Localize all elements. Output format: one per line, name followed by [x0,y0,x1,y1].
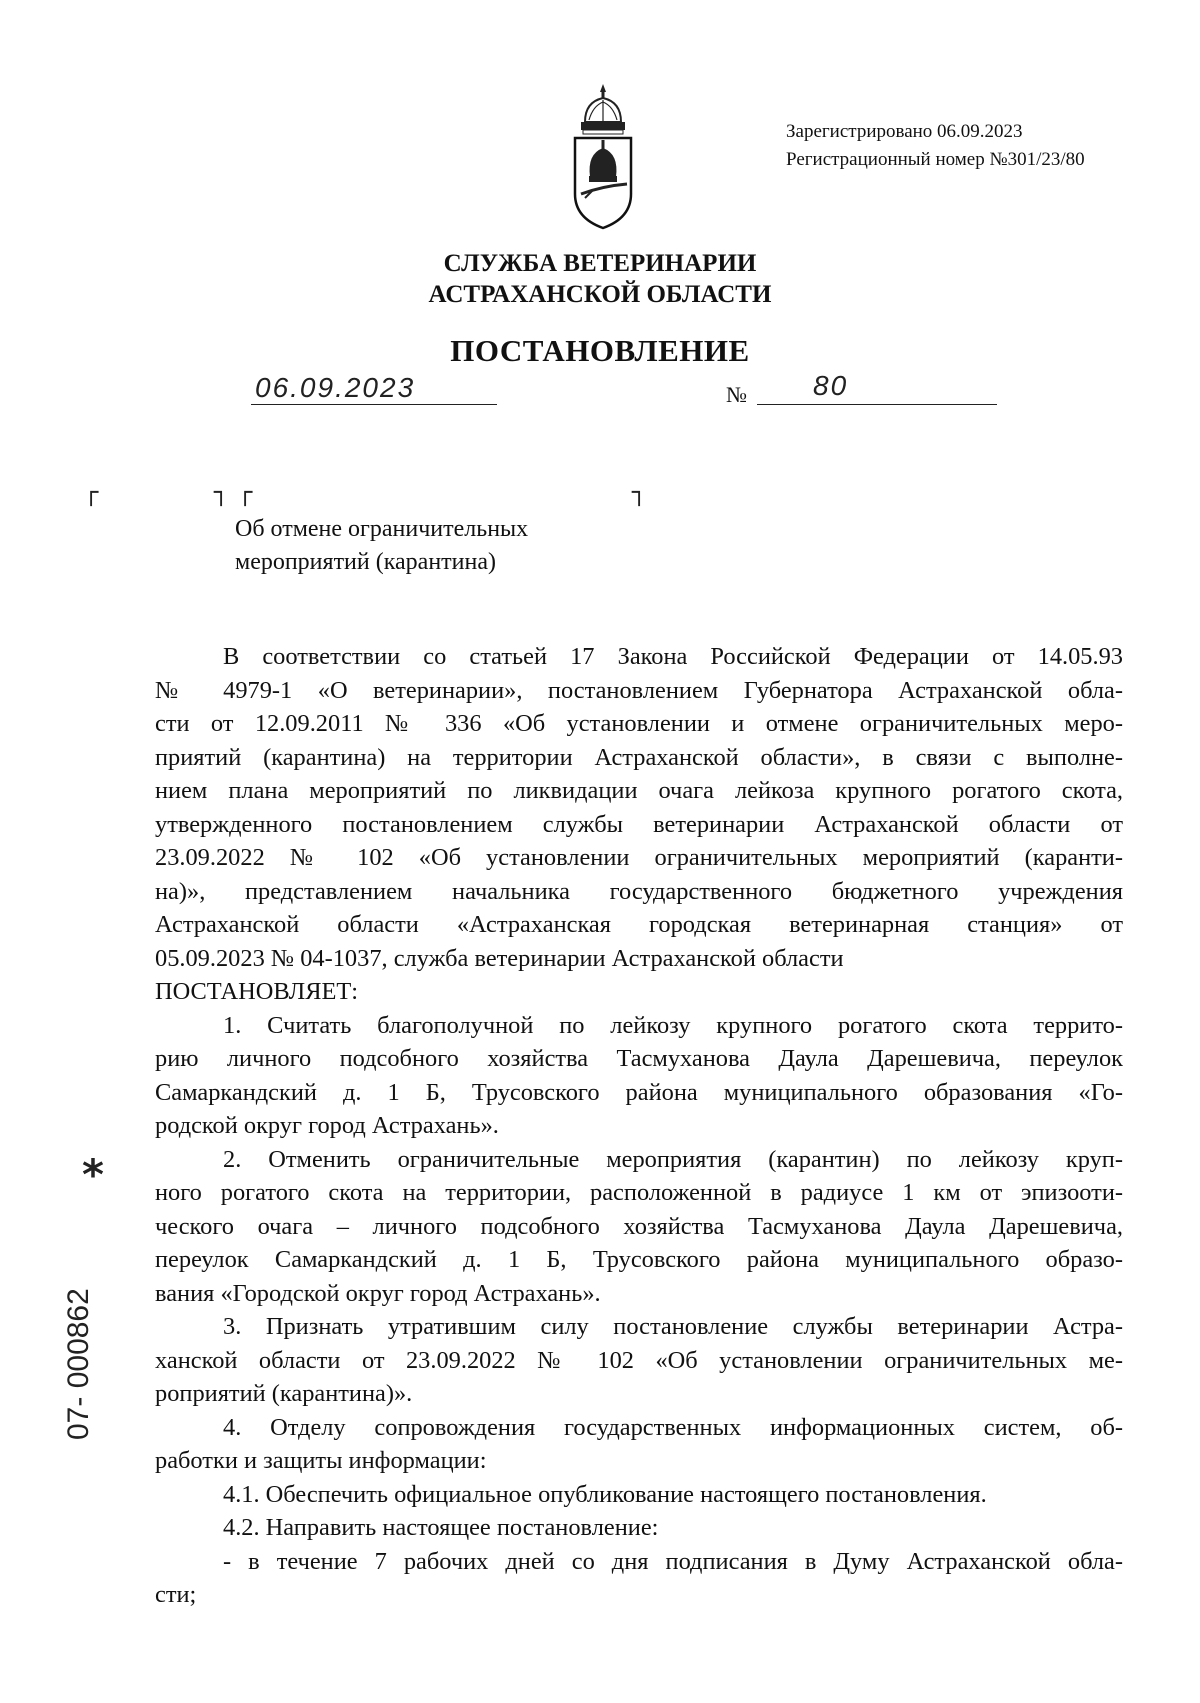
body-line: Самаркандский д. 1 Б, Трусовского района муниципального образования «Го- [155,1078,1123,1106]
body-line: ного рогатого скота на территории, расположенной в радиусе 1 км от эпизооти- [155,1179,1123,1206]
body-line: родской округ город Астрахань». [155,1112,499,1139]
resolves-heading: ПОСТАНОВЛЯЕТ: [155,978,359,1005]
document-subject [235,513,528,579]
handwritten-date: 06.09.2023 [255,372,416,403]
coat-of-arms-emblem [563,82,643,232]
body-line: ческого очага – личного подсобного хозяйства Тасмуханова Даула Дарешевича, [155,1212,1123,1240]
body-line: 2. Отменить ограничительные мероприятия (карантин) по лейкозу круп- [223,1145,1123,1173]
body-line: переулок Самаркандский д. 1 Б, Трусовского района муниципального образо- [155,1246,1123,1273]
body-line: 23.09.2022 № 102 «Об установлении ограничительных мероприятий (каранти- [155,844,1123,871]
body-line: сти; [155,1581,197,1608]
body-line: вания «Городской округ город Астрахань». [155,1279,601,1307]
corner-mark-subject-start: ┌ [238,478,253,506]
corner-mark-top-left: ┌ [84,478,99,506]
organization-name [0,248,1200,310]
body-line: 3. Признать утратившим силу постановление службы ветеринарии Астра- [223,1313,1123,1340]
subject-line-1: Об отмене ограничительных [235,516,529,542]
handwritten-number: 80 [813,370,849,401]
date-underline [251,403,497,405]
registration-number: Регистрационный номер №301/23/80 [786,149,1085,170]
body-line: Астраханской области «Астраханская городская ветеринарная станция» от [155,911,1123,938]
corner-mark-subject-end: ┐ [632,478,647,506]
side-asterisk-mark: * [82,1150,104,1199]
document-type-title: ПОСТАНОВЛЕНИЕ [450,333,750,368]
body-line: - в течение 7 рабочих дней со дня подписания в Думу Астраханской обла- [223,1547,1123,1575]
number-underline [757,403,997,405]
body-line: 1. Считать благополучной по лейкозу крупного рогатого скота террито- [223,1011,1123,1039]
body-line: на)», представлением начальника государственного бюджетного учреждения [155,877,1123,905]
body-line: утвержденного постановлением службы ветеринарии Астраханской области от [155,810,1123,838]
organization-line-2: АСТРАХАНСКОЙ ОБЛАСТИ [428,281,772,308]
body-line: В соответствии со статьей 17 Закона Российской Федерации от 14.05.93 [223,643,1123,670]
organization-line-1: СЛУЖБА ВЕТЕРИНАРИИ [443,250,757,277]
corner-mark-left-end: ┐ [214,478,229,506]
registration-info [786,118,1085,174]
body-line: нием плана мероприятий по ликвидации очага лейкоза крупного рогатого скота, [155,777,1123,804]
subject-line-2: мероприятий (карантина) [235,549,496,575]
registration-date: Зарегистрировано 06.09.2023 [786,121,1023,142]
number-label: № [726,382,747,407]
body-line: № 4979-1 «О ветеринарии», постановлением Губернатора Астраханской обла- [155,676,1123,704]
body-line: 4. Отделу сопровождения государственных информационных систем, об- [223,1413,1123,1441]
body-line: сти от 12.09.2011 № 336 «Об установлении и отмене ограничительных меро- [155,710,1123,737]
body-line: ханской области от 23.09.2022 № 102 «Об установлении ограничительных ме- [155,1346,1123,1374]
body-line: роприятий (карантина)». [155,1380,413,1407]
body-line: работки и защиты информации: [155,1447,487,1474]
body-line: 4.2. Направить настоящее постановление: [223,1514,659,1541]
body-line: приятий (карантина) на территории Астраханской области», в связи с выполне- [155,743,1123,771]
body-line: 05.09.2023 № 04-1037, служба ветеринарии Астраханской области [155,944,844,972]
document-body [155,640,1123,1612]
side-registration-code: 07- 000862 [62,1288,95,1440]
body-line: 4.1. Обеспечить официальное опубликование настоящего постановления. [223,1480,987,1508]
body-line: рию личного подсобного хозяйства Тасмуханова Даула Дарешевича, переулок [155,1045,1123,1072]
